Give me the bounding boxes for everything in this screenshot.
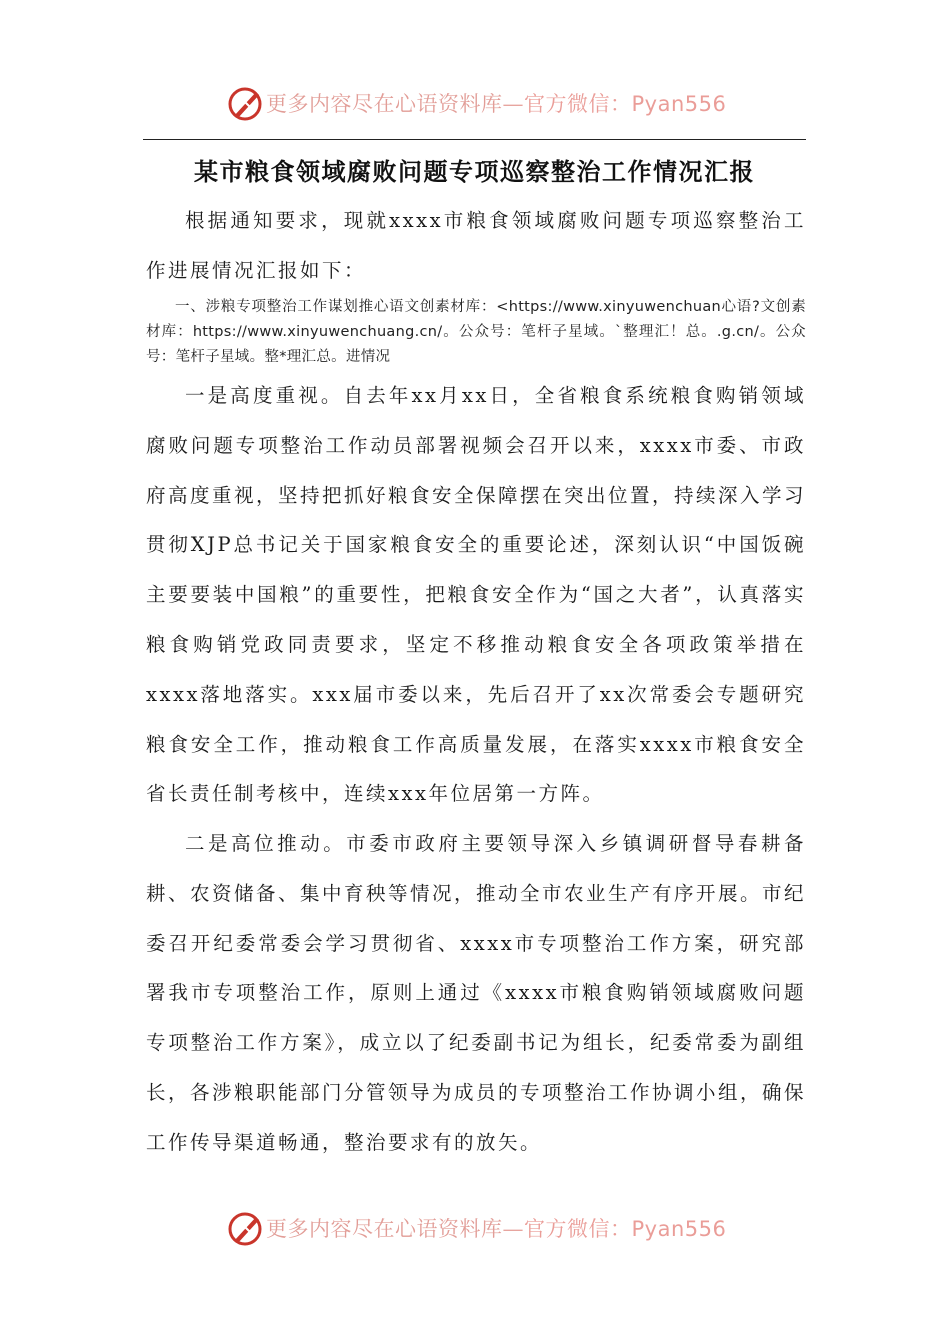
watermark-text: 更多内容尽在心语资料库—官方微信：Pyan556 [266, 92, 727, 116]
watermark-banner-top [0, 80, 950, 130]
body-paragraph-1: 一是高度重视。自去年xx月xx日，全省粮食系统粮食购销领域腐败问题专项整治工作动员部署视频会召开以来，xxxx市委、市政府高度重视，坚持把抓好粮食安全保障摆在突出位置，持续深入学习贯彻XJP总书记关于国家粮食安全的重要论述，深刻认识“中国饭碗主要要装中国粮”的重要性，把粮食安全作为“国之大者”，认真落实粮食购销党政同责要求，坚定不移推动粮食安全各项政策举措在xxxx落地落实。xxx届市委以来，先后召开了xx次常委会专题研究粮食安全工作，推动粮食工作高质量发展，在落实xxxx市粮食安全省长责任制考核中，连续xxx年位居第一方阵。 [146, 384, 807, 806]
watermark-banner-bottom [0, 1205, 950, 1255]
body-paragraph-2: 二是高位推动。市委市政府主要领导深入乡镇调研督导春耕备耕、农资储备、集中育秧等情况，推动全市农业生产有序开展。市纪委召开纪委常委会学习贯彻省、xxxx市专项整治工作方案，研究部署我市专项整治工作，原则上通过《xxxx市粮食购销领域腐败问题专项整治工作方案》，成立以了纪委副书记为组长，纪委常委为副组长，各涉粮职能部门分管领导为成员的专项整治工作协调小组，确保工作传导渠道畅通，整治要求有的放矢。 [146, 832, 807, 1154]
pen-circle-logo-icon [226, 84, 266, 124]
lead-paragraph: 根据通知要求，现就xxxx市粮食领域腐败问题专项巡察整治工作进展情况汇报如下： [146, 209, 806, 282]
watermark-text: 更多内容尽在心语资料库—官方微信：Pyan556 [266, 1217, 727, 1241]
document-title: 某市粮食领域腐败问题专项巡察整治工作情况汇报 [194, 157, 755, 186]
pen-circle-logo-icon [226, 1209, 266, 1249]
header-rule [143, 139, 806, 140]
section-heading: 一、涉粮专项整治工作谋划推心语文创素材库：<https://www.xinyuwenchuan心语?文创素材库：https://www.xinyuwenchuang.cn/。公众号：笔杆子星域。`整理汇！总。.g.cn/。公众号：笔杆子星域。整*理汇总。进情况 [146, 299, 806, 365]
